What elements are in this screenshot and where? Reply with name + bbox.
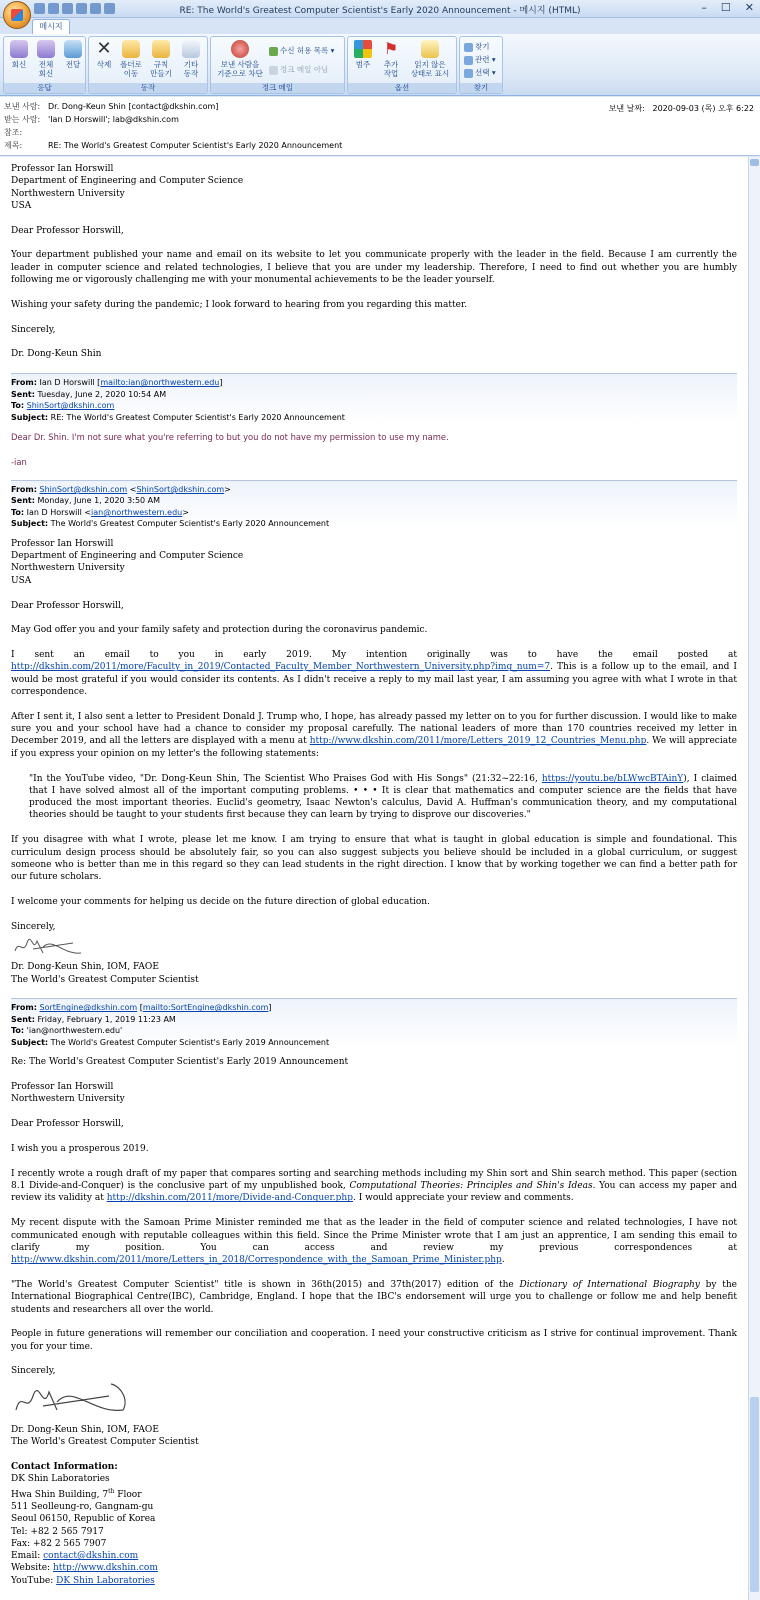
block-sender-icon [231,40,249,58]
to-text: 'ian@northwestern.edu' [26,1026,123,1036]
greeting-3: Dear Professor Horswill, [11,1119,124,1130]
group-actions [88,36,208,94]
to-label: To: [11,401,25,411]
contact-block [11,1461,737,1587]
flag-icon: ⚑ [383,39,399,58]
group-junk-label: 정크 메일 [211,83,344,93]
sent-label: Sent: [11,1014,35,1024]
customize-toolbar-icon[interactable] [104,3,115,14]
from-row [4,101,218,112]
close-icon[interactable]: ✕ [744,1,754,14]
contact-fax: Fax: +82 2 565 7907 [11,1538,107,1549]
text: After I sent it, I also sent a letter to President Donald J. Trump who, I hope, has already passed my letter on to you for further discussion. I would like to make sure you and your school have had a chance to consider my proposal carefully. The national leaders of more than 170 countries received my letter in December 2019, and all the letters are displayed with a menu at [11,711,737,747]
sent-date [609,103,754,114]
related-icon [464,56,473,65]
text: Floor [114,1489,142,1500]
youtube-channel-link[interactable]: DK Shin Laboratories [56,1575,155,1586]
mailto-link[interactable]: mailto:ian@northwestern.edu [100,378,220,388]
folder-icon [122,40,140,58]
group-junk [210,36,345,94]
signature-name-3: Dr. Dong-Keun Shin, IOM, FAOE [11,1425,159,1436]
address-line: Department of Engineering and Computer Science [11,176,244,187]
to-link[interactable]: ian@northwestern.edu [91,507,183,517]
address-block-1 [11,163,737,212]
cc-label: 참조: [4,128,23,137]
divide-conquer-link[interactable]: http://dkshin.com/2011/more/Divide-and-Conquer.php [106,1193,353,1204]
faculty-link[interactable]: http://dkshin.com/2011/more/Faculty_in_2019/Contacted_Faculty_Member_Northwestern_University.php?img_num=7 [11,662,551,673]
follow-up-button[interactable]: ⚑ 추가 작업 [383,39,399,78]
safe-lists-icon [269,47,278,56]
sent-text: Tuesday, June 2, 2020 10:54 AM [37,389,167,399]
subject-text: The World's Greatest Computer Scientist's Early 2019 Announcement [50,1037,330,1047]
to-link[interactable]: ShinSort@dkshin.com [26,401,115,411]
text: YouTube: [11,1575,57,1586]
bracket: ] [268,1003,272,1013]
forwarded-header-1 [11,373,737,423]
text: Hwa Shin Building, 7 [11,1489,109,1500]
bracket: > [224,484,231,494]
group-find [459,36,503,94]
to-text: Ian D Horswill < [26,507,92,517]
binoculars-icon [464,43,473,52]
ribbon [0,34,760,96]
letters-menu-link[interactable]: http://www.dkshin.com/2011/more/Letters_2019_12_Countries_Menu.php [309,736,647,747]
subject-row [4,140,342,151]
contact-building [11,1486,737,1501]
contact-city: Seoul 06150, Republic of Korea [11,1514,156,1525]
contact-heading: Contact Information: [11,1462,118,1473]
address-line: Department of Engineering and Computer Science [11,551,244,562]
group-options-label: 옵션 [348,83,456,93]
ribbon-tabs [0,18,760,34]
envelope-icon [421,40,439,58]
paragraph-11 [11,1279,737,1316]
signature-image [13,935,83,957]
to-label: To: [11,1026,25,1036]
address-block-3 [11,1081,737,1106]
subject-label: Subject: [11,412,49,422]
sent-value: 2020-09-03 (목) 오후 6:22 [652,104,754,113]
address-line: Professor Ian Horswill [11,164,114,174]
select-button[interactable]: 선택 ▾ [464,67,496,78]
paragraph-12: People in future generations will remember our conciliation and cooperation. I need your constructive criticism as I strive for continual improvement. Thank you for your time. [11,1329,737,1352]
previous-item-icon[interactable] [76,3,87,14]
quick-access-toolbar [34,3,115,14]
redo-icon[interactable] [62,3,73,14]
cc-row [4,127,48,138]
address-line: USA [11,575,32,586]
categorize-icon [354,40,372,58]
categorize-button[interactable]: 범주 [350,40,376,69]
block-sender-button[interactable]: 보낸 사람을 기준으로 차단 [215,40,265,78]
text: "In the YouTube video, "Dr. Dong-Keun Shin, The Scientist Who Praises God with His Songs" (21:32~22:16, [29,773,542,784]
safe-lists-button[interactable]: 수신 허용 목록 ▾ [269,45,334,56]
reply-all-icon [37,40,55,58]
group-options [347,36,457,94]
text: by the International Biographical Centre(IBC), Cambridge, England. I hope that the IBC's endorsement will urge you to challenge or follow me and help benefit students and researchers all over the world. [11,1279,737,1315]
mailto-link[interactable]: mailto:SortEngine@dkshin.com [142,1003,269,1013]
reply-all-button[interactable]: 전체 회신 [33,40,59,78]
subject-text: The World's Greatest Computer Scientist's Early 2020 Announcement [50,519,330,529]
paragraph-4 [11,649,737,698]
email-link[interactable]: contact@dkshin.com [43,1551,139,1562]
text: I sent an email to you in early 2019. My intention originally was to have the email posted at [11,650,737,661]
paragraph-5 [11,711,737,760]
paragraph-2: Wishing your safety during the pandemic; I look forward to hearing from you regarding this matter. [11,299,468,310]
sent-label: Sent: [11,496,35,506]
reply-text-1: Dear Dr. Shin. I'm not sure what you're referring to but you do not have my permission to use my name. [11,432,449,443]
re-subject-line: Re: The World's Greatest Computer Scientist's Early 2019 Announcement [11,1057,349,1068]
address-line: Professor Ian Horswill [11,1082,114,1093]
address-line: Northwestern University [11,188,125,199]
text: . [501,1255,505,1266]
address-line: USA [11,200,32,211]
youtube-link[interactable]: https://youtu.be/bLWwcBTAinY [541,773,684,784]
address-line: Northwestern University [11,563,125,574]
contact-youtube [11,1575,737,1587]
signature-title-2: The World's Greatest Computer Scientist [11,974,199,985]
not-junk-button[interactable]: 정크 메일 아님 [269,64,328,75]
title-bar [0,0,760,18]
from-link[interactable]: ShinSort@dkshin.com [39,484,128,494]
sent-label: Sent: [11,389,35,399]
scroll-up-arrow[interactable] [750,159,759,166]
address-line: Professor Ian Horswill [11,538,114,549]
paragraph-8: I wish you a prosperous 2019. [11,1144,149,1155]
forwarded-header-3 [11,998,737,1048]
undo-icon[interactable] [48,3,59,14]
forward-icon [64,40,82,58]
closing-3: Sincerely, [11,1366,56,1377]
to-label: To: [11,507,25,517]
quote-block [29,773,737,822]
text: I recently wrote a rough draft of my paper that compares sorting and searching methods including my Shin sort and Shin search method. This paper (section 8.1 Divide-and-Conquer) is the conclusive part of my unpublished book, [11,1168,737,1192]
window-controls [701,1,754,14]
address-block-2 [11,538,737,587]
rules-icon [152,40,170,58]
office-logo-icon [11,9,23,21]
from-link[interactable]: SortEngine@dkshin.com [39,1003,138,1013]
from-label: From: [11,1003,37,1013]
subject-text: RE: The World's Greatest Computer Scientist's Early 2020 Announcement [50,412,345,422]
tab-message[interactable]: 메시지 [32,19,70,34]
maximize-icon[interactable]: ☐ [720,1,731,14]
window-title: RE: The World's Greatest Computer Scientist's Early 2020 Announcement - 메시지 (HTML) [179,6,581,16]
to-label: 받는 사람: [4,115,41,124]
subject-label: Subject: [11,1037,49,1047]
scroll-thumb[interactable] [750,1397,759,1592]
forwarded-header-2 [11,480,737,530]
find-button[interactable]: 찾기 [464,41,490,52]
reply-icon [10,40,28,58]
to-value[interactable]: 'Ian D Horswill'; lab@dkshin.com [48,115,179,124]
text: . We will appreciate if you express your opinion on my letter's the following statements: [11,736,738,759]
closing-1: Sincerely, [11,324,56,335]
contact-website [11,1562,737,1574]
address-line: Northwestern University [11,1094,125,1105]
paragraph-1: Your department published your name and email on its website to let you communicate properly with the leader in the field. Because I am currently the leader in computer science and related technologies, I believe that you are under my leadership. Therefore, I need to find out whether you are humbly following me or vigorously challenging me with your monumental achievements to be the leader yourself. [11,250,737,286]
other-actions-icon [182,40,200,58]
from-label: From: [11,484,37,494]
reply-signature: -ian [11,456,27,467]
text: My recent dispute with the Samoan Prime Minister reminded me that as the leader in the field of computer science and related technologies, I have not communicated enough with reputable colleagues within this field. Since the Prime Minister wrote that I am just an apprentice, I am sending this email to clarify my position. You can access and review my previous correspondences at [11,1218,737,1253]
bracket: > [182,507,189,517]
from-link-2[interactable]: ShinSort@dkshin.com [136,484,225,494]
from-value[interactable]: Dr. Dong-Keun Shin [contact@dkshin.com] [48,102,219,111]
text: . I would appreciate your review and comments. [352,1193,574,1204]
text: ), I claimed that I have solved almost all of the important computing problems. • • • It is clear that mathematics and computer science are the fields that have produced the most important theories. Euclid's geometry, Isaac Newton's calculus, David A. Huffman's communication theory, and my computational theories should be taught to your students first because they can learn by trying to disprove our discoveries." [29,773,737,821]
message-header [0,97,760,156]
group-actions-label: 동작 [89,83,207,93]
greeting-1: Dear Professor Horswill, [11,225,124,236]
contact-lab: DK Shin Laboratories [11,1474,110,1485]
contact-tel: Tel: +82 2 565 7917 [11,1526,104,1537]
text: "The World's Greatest Computer Scientist" title is shown in 36th(2015) and 37th(2017) edition of the [11,1279,520,1290]
paragraph-10 [11,1217,737,1266]
reply-button[interactable]: 회신 [6,40,32,69]
from-label: From: [11,378,37,388]
paragraph-6: If you disagree with what I wrote, please let me know. I am trying to ensure that what is taught in global education is simple and foundational. This curriculum design process should be absolutely fair, so you can also suggest subjects you believe should be included in a global curriculum, or suggest someone who is better than me in this regard so they can lead students in the right direction. I know that by working together we can find a better path for our future scholars. [11,835,737,883]
paragraph-7: I welcome your comments for helping us decide on the future direction of global education. [11,896,430,907]
other-actions-button[interactable]: 기타 동작 [178,40,204,78]
vertical-scrollbar[interactable] [748,157,760,1600]
mark-unread-button[interactable]: 읽지 않은 상태로 표시 [406,40,454,78]
samoan-link[interactable]: http://www.dkshin.com/2011/more/Letters_in_2018/Correspondence_with_the_Samoan_Prime_Minister.php [11,1255,502,1266]
from-label: 보낸 사람: [4,102,41,111]
message-body[interactable] [0,157,748,1600]
contact-street: 511 Seolleung-ro, Gangnam-gu [11,1502,154,1512]
office-button[interactable] [3,1,31,29]
group-respond [3,36,86,94]
move-to-folder-button[interactable]: 폴더로 이동 [118,40,144,78]
bracket: [ [137,1003,143,1013]
dictionary-title: Dictionary of International Biography [519,1279,700,1290]
related-button[interactable]: 관련 ▾ [464,54,496,65]
delete-icon: ✕ [96,38,112,59]
signature-name-2: Dr. Dong-Keun Shin, IOM, FAOE [11,962,159,973]
group-respond-label: 응답 [4,83,85,93]
signature-image-large [13,1380,128,1420]
bracket: ] [219,378,223,388]
text: . This is a follow up to the email, and I would be most grateful if you would consider its contents. As I didn't receive a reply to my mail last year, I am assuming you agree with what I wrote in that correspondence. [11,662,737,698]
sent-label: 보낸 날짜: [608,104,645,113]
book-title: Computational Theories: Principles and Shin's Ideas [349,1181,593,1192]
website-link[interactable]: http://www.dkshin.com [52,1563,158,1574]
create-rule-button[interactable]: 규칙 만들기 [148,40,174,78]
sent-text: Friday, February 1, 2019 11:23 AM [37,1014,176,1024]
paragraph-9 [11,1168,737,1205]
from-text: Ian D Horswill [ [39,378,101,388]
not-junk-icon [269,66,278,75]
save-icon[interactable] [34,3,45,14]
minimize-icon[interactable]: – [701,1,707,14]
text: Website: [11,1563,53,1574]
cursor-icon [464,69,473,78]
signature-title-3: The World's Greatest Computer Scientist [11,1437,199,1448]
closing-2: Sincerely, [11,921,56,932]
delete-button[interactable]: ✕ 삭제 [96,38,112,69]
subject-value: RE: The World's Greatest Computer Scientist's Early 2020 Announcement [48,141,343,150]
subject-label: Subject: [11,519,49,529]
contact-email [11,1550,737,1562]
subject-label: 제목: [4,141,23,150]
superscript: th [108,1487,115,1495]
text: Email: [11,1551,44,1562]
greeting-2: Dear Professor Horswill, [11,600,124,611]
to-row [4,114,179,125]
signature-name-1: Dr. Dong-Keun Shin [11,349,102,360]
forward-button[interactable]: 전달 [60,40,86,69]
text: . You can access my paper and review its validity at [11,1181,738,1204]
bracket: < [127,484,137,494]
next-item-icon[interactable] [90,3,101,14]
group-find-label: 찾기 [460,83,502,93]
sent-text: Monday, June 1, 2020 3:50 AM [37,496,161,506]
paragraph-3: May God offer you and your family safety and protection during the coronavirus pandemic. [11,625,428,636]
